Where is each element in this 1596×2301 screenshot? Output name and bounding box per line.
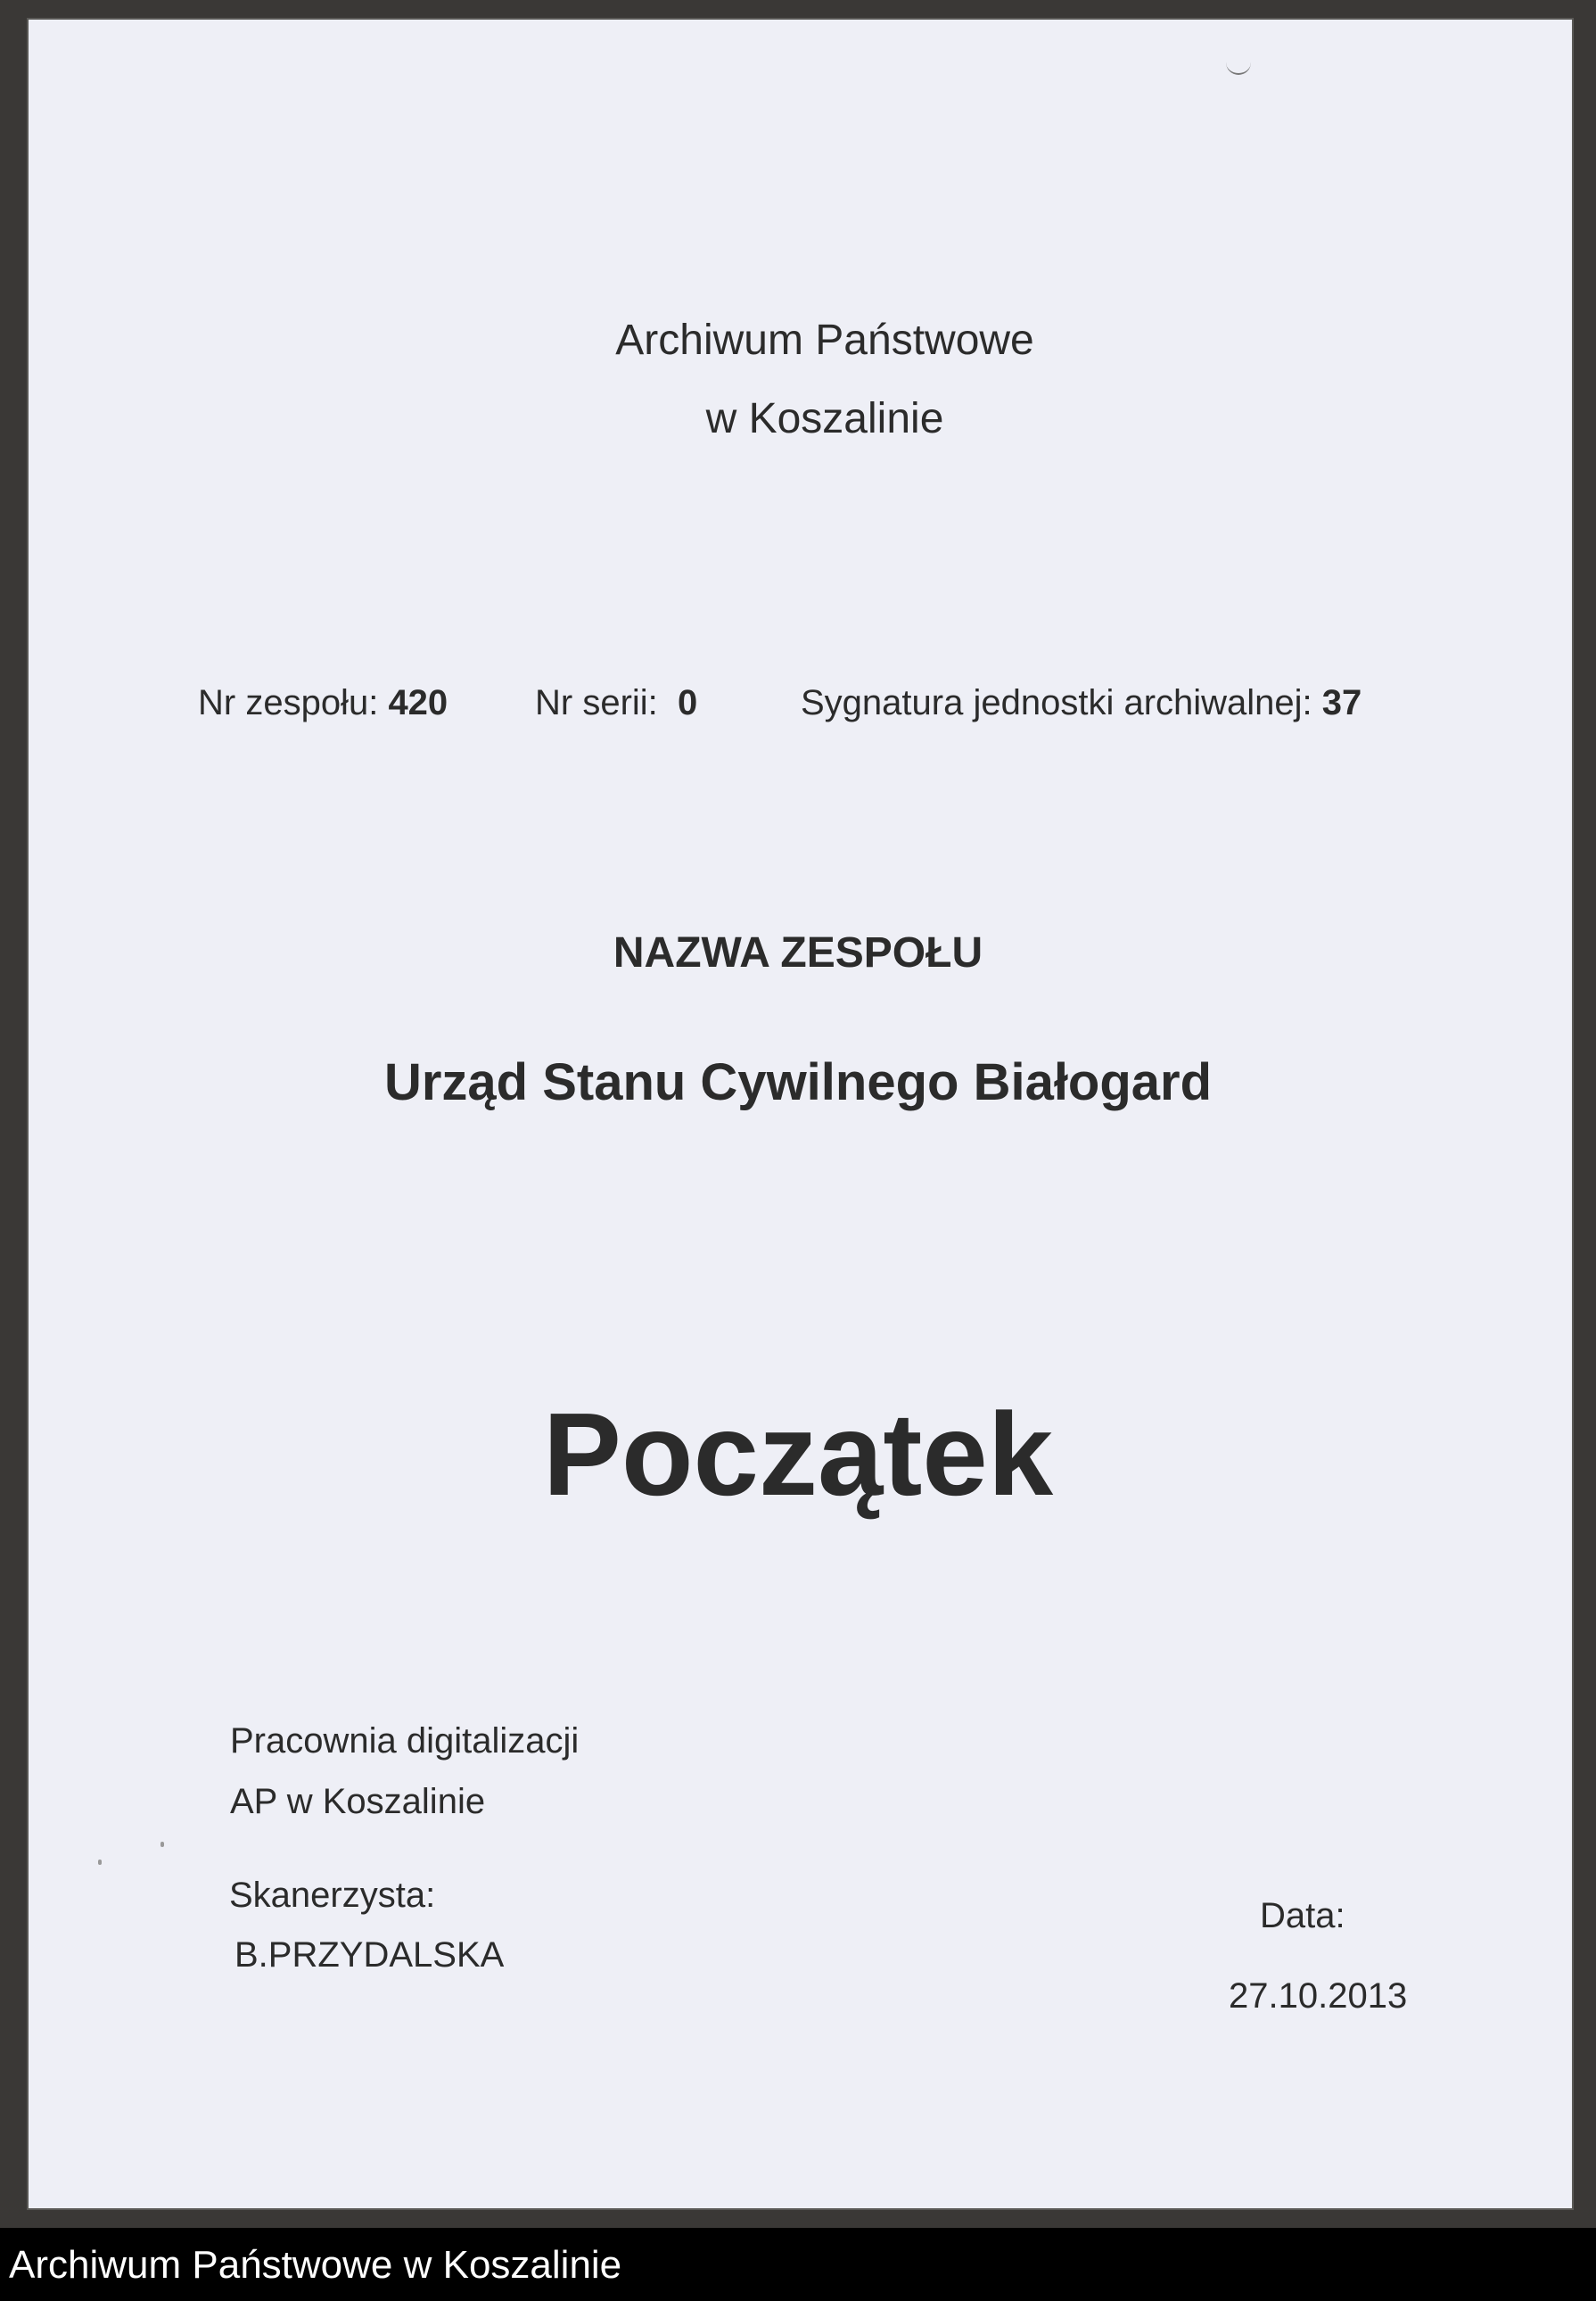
footer-bar [0,2228,1596,2301]
archive-name-line2: w Koszalinie [705,395,944,442]
start-marker: Początek [542,1389,1054,1520]
date-label: Data: [1260,1896,1345,1935]
paper-speck [160,1842,164,1847]
fond-number-label: Nr zespołu: [198,683,379,722]
fond-number [198,683,448,723]
paper-speck [98,1860,102,1865]
fond-name-value: Urząd Stanu Cywilnego Białogard [383,1053,1213,1111]
fond-name-label: NAZWA ZESPOŁU [613,929,983,977]
archival-signature [801,683,1362,723]
footer-caption: Archiwum Państwowe w Koszalinie [9,2243,622,2287]
digitization-lab-line1: Pracownia digitalizacji [230,1721,580,1761]
scanner-value: B.PRZYDALSKA [234,1935,505,1975]
series-number-value: 0 [678,683,698,722]
archive-name-line1: Archiwum Państwowe [615,317,1034,364]
metadata-row [0,683,1596,728]
series-number-label: Nr serii: [535,683,658,722]
digitization-lab-line2: AP w Koszalinie [230,1782,486,1821]
archival-signature-value: 37 [1321,683,1362,722]
date-value: 27.10.2013 [1229,1976,1408,2016]
archival-signature-label: Sygnatura jednostki archiwalnej: [801,683,1312,722]
series-number [535,683,697,723]
pencil-tick-mark [1226,62,1251,75]
fond-number-value: 420 [388,683,448,722]
scanner-label: Skanerzysta: [229,1876,436,1915]
